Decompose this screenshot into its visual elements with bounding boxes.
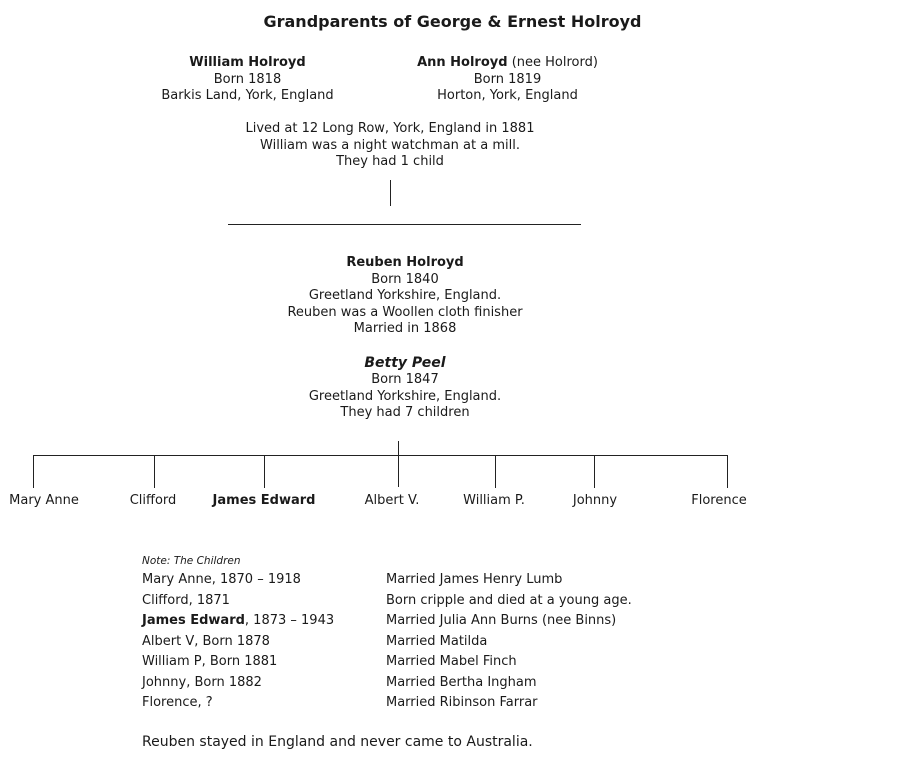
betty-place: Greetland Yorkshire, England. <box>308 388 502 404</box>
child-james-edward: James Edward <box>212 493 316 508</box>
betty-children-count: They had 7 children <box>340 405 470 420</box>
note-row-detail: Married Bertha Ingham <box>386 674 537 690</box>
note-row-name-rest: , 1873 – 1943 <box>244 613 335 628</box>
child-albert-v: Albert V. <box>364 493 420 508</box>
betty-peel-card <box>230 354 580 422</box>
william-born: Born 1818 <box>213 71 282 87</box>
children-details-column <box>386 570 632 714</box>
child-william-p: William P. <box>463 493 525 508</box>
grandparents-info <box>190 121 590 171</box>
betty-born: Born 1847 <box>371 372 439 387</box>
william-holroyd-card <box>125 55 370 105</box>
page-title: Grandparents of George & Ernest Holroyd <box>263 12 642 31</box>
note-row-detail: Married James Henry Lumb <box>386 572 563 587</box>
note-row-name <box>142 611 334 632</box>
note-title: Note: The Children <box>142 555 241 567</box>
note-row-name: Florence, ? <box>142 695 213 710</box>
child-mary-anne: Mary Anne <box>9 493 79 508</box>
ann-born: Born 1819 <box>473 71 542 87</box>
grandparents-info-line1: Lived at 12 Long Row, York, England in 1881 <box>245 121 535 136</box>
ann-name: Ann Holroyd <box>417 55 508 70</box>
william-name: William Holroyd <box>189 55 306 70</box>
reuben-name: Reuben Holroyd <box>346 255 464 270</box>
note-row-detail: Born cripple and died at a young age. <box>386 592 632 608</box>
ann-name-suffix: (nee Holrord) <box>507 55 598 70</box>
child-drop-james-edward <box>264 455 265 488</box>
ann-place: Horton, York, England <box>437 88 578 103</box>
note-row-name: Albert V, Born 1878 <box>142 633 270 649</box>
child-clifford: Clifford <box>129 493 177 508</box>
reuben-married: Married in 1868 <box>353 321 457 336</box>
child-drop-mary-anne <box>33 455 34 488</box>
note-row-name: Clifford, 1871 <box>142 592 230 608</box>
note-row-name: Johnny, Born 1882 <box>142 674 262 690</box>
betty-name: Betty Peel <box>364 355 446 371</box>
child-johnny: Johnny <box>572 493 618 508</box>
grandparents-info-line3: They had 1 child <box>336 154 444 169</box>
children-trunk <box>398 441 399 487</box>
ann-holroyd-card <box>385 55 630 105</box>
children-bar <box>33 455 728 456</box>
william-place: Barkis Land, York, England <box>161 88 334 103</box>
grandparents-info-line2: William was a night watchman at a mill. <box>260 137 520 153</box>
children-names-column <box>142 570 334 714</box>
ann-name-line <box>385 55 630 72</box>
note-row-detail: Married Matilda <box>386 633 488 649</box>
child-drop-clifford <box>154 455 155 488</box>
note-row-detail: Married Ribinson Farrar <box>386 695 538 710</box>
reuben-holroyd-card <box>230 255 580 338</box>
note-row-detail: Married Julia Ann Burns (nee Binns) <box>386 613 617 628</box>
generation-divider <box>228 224 581 225</box>
reuben-occupation: Reuben was a Woollen cloth finisher <box>287 304 523 320</box>
reuben-born: Born 1840 <box>371 271 439 287</box>
child-drop-william-p <box>495 455 496 488</box>
child-drop-johnny <box>594 455 595 488</box>
child-florence: Florence <box>691 493 747 508</box>
child-drop-florence <box>727 455 728 488</box>
note-row-detail: Married Mabel Finch <box>386 654 517 669</box>
note-row-name-bold: James Edward <box>142 613 245 628</box>
note-row-name: Mary Anne, 1870 – 1918 <box>142 572 301 587</box>
grandparents-child-connector <box>390 180 391 206</box>
footer-note: Reuben stayed in England and never came to Australia. <box>142 734 533 750</box>
reuben-place: Greetland Yorkshire, England. <box>308 288 502 303</box>
note-row-name: William P, Born 1881 <box>142 654 278 669</box>
